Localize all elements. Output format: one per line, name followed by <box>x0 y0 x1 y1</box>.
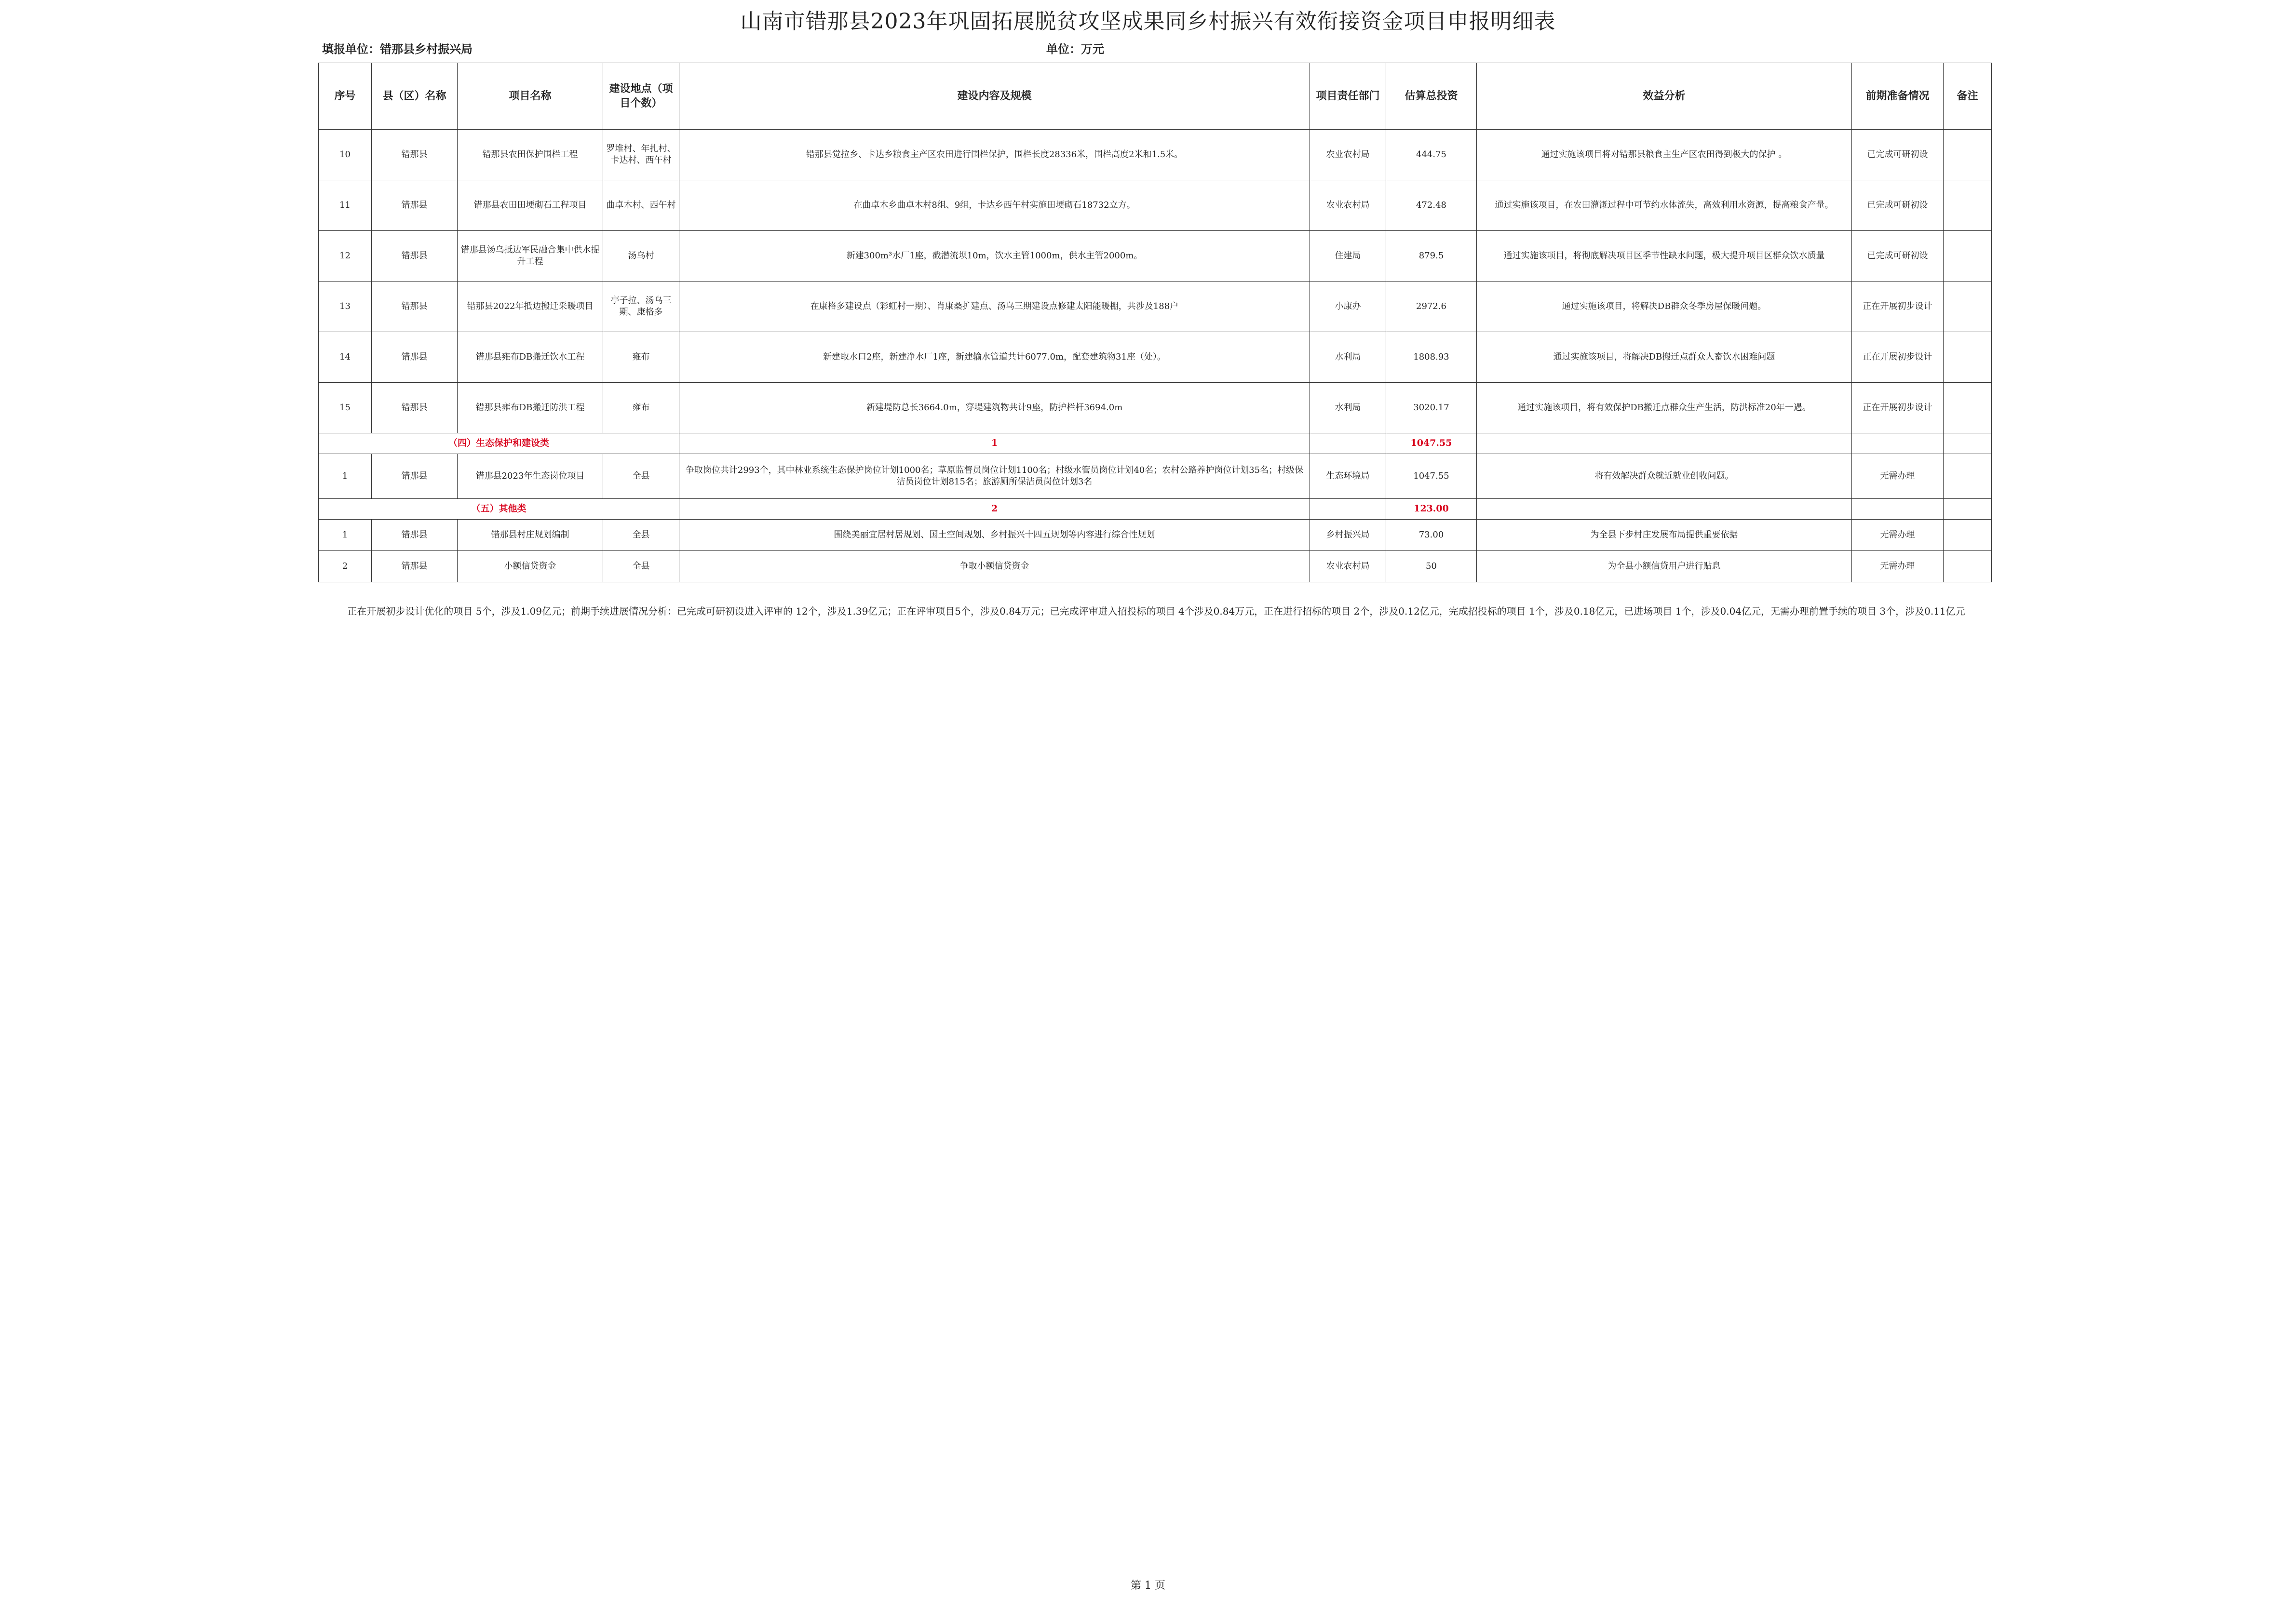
cell-dept: 农业农村局 <box>1310 551 1386 582</box>
cell-dept: 水利局 <box>1310 332 1386 383</box>
header-prep: 前期准备情况 <box>1852 63 1944 130</box>
progress-summary: 正在开展初步设计优化的项目 5个，涉及1.09亿元；前期手续进展情况分析：已完成可研初设进入评审的 12个，涉及1.39亿元；正在评审项目5个，涉及0.84万元；已完成评审进入招投标的项目 4个涉及0.84万元，正在进行招标的项目 2个，涉及0.12亿元，完成招投标的项目 1个，涉及0.18亿元，已进场项目 1个，涉及0.04亿元，无需办理前置手续的项目 3个，涉及0.11亿元 <box>347 605 1965 617</box>
header-row <box>319 63 1992 130</box>
cell-no: 14 <box>319 332 372 383</box>
cell-no: 13 <box>319 282 372 332</box>
cell-name: 错那县雍布DB搬迁防洪工程 <box>458 383 603 433</box>
cell-dept: 住建局 <box>1310 231 1386 282</box>
category-row-ecology <box>319 433 1992 454</box>
cell-county: 错那县 <box>372 130 458 180</box>
cell-note <box>1944 130 1992 180</box>
cell-invest: 879.5 <box>1386 231 1477 282</box>
cell-prep: 无需办理 <box>1852 520 1944 551</box>
cell-name: 错那县2022年抵边搬迁采暖项目 <box>458 282 603 332</box>
cell-note <box>1944 383 1992 433</box>
table-row <box>319 282 1992 332</box>
category-label: （五）其他类 <box>319 499 679 520</box>
cell-invest: 2972.6 <box>1386 282 1477 332</box>
cell-county: 错那县 <box>372 282 458 332</box>
document-title: 山南市错那县2023年巩固拓展脱贫攻坚成果同乡村振兴有效衔接资金项目申报明细表 <box>740 9 1556 34</box>
cell-site: 全县 <box>603 454 679 499</box>
cell-dept: 小康办 <box>1310 282 1386 332</box>
header-dept: 项目责任部门 <box>1310 63 1386 130</box>
cell-invest: 1808.93 <box>1386 332 1477 383</box>
cell-invest: 472.48 <box>1386 180 1477 231</box>
cell-invest: 1047.55 <box>1386 454 1477 499</box>
cell-no: 12 <box>319 231 372 282</box>
cell-benefit: 通过实施该项目，将有效保护DB搬迁点群众生产生活，防洪标准20年一遇。 <box>1477 383 1852 433</box>
cell-no: 1 <box>319 454 372 499</box>
cell-content: 新建堤防总长3664.0m，穿堤建筑物共计9座，防护栏杆3694.0m <box>679 383 1310 433</box>
cell-county: 错那县 <box>372 180 458 231</box>
cell-note <box>1944 180 1992 231</box>
category-count: 1 <box>679 433 1310 454</box>
cell-dept: 乡村振兴局 <box>1310 520 1386 551</box>
cell-county: 错那县 <box>372 454 458 499</box>
cell-dept: 农业农村局 <box>1310 180 1386 231</box>
header-site: 建设地点（项目个数） <box>603 63 679 130</box>
cell-name: 错那县农田田埂砌石工程项目 <box>458 180 603 231</box>
page-number: 第 1 页 <box>1131 1580 1165 1592</box>
cell-benefit: 通过实施该项目将对错那县粮食主生产区农田得到极大的保护 。 <box>1477 130 1852 180</box>
project-table <box>318 63 1992 582</box>
cell-no: 11 <box>319 180 372 231</box>
fill-unit: 填报单位：错那县乡村振兴局 <box>322 42 473 56</box>
cell-note <box>1944 231 1992 282</box>
cell-content: 围绕美丽宜居村居规划、国土空间规划、乡村振兴十四五规划等内容进行综合性规划 <box>679 520 1310 551</box>
cell-county: 错那县 <box>372 551 458 582</box>
cell-name: 小额信贷资金 <box>458 551 603 582</box>
cell-prep: 正在开展初步设计 <box>1852 332 1944 383</box>
cell-content: 在康格多建设点（彩虹村一期）、肖康桑扩建点、汤乌三期建设点修建太阳能暖棚，共涉及188户 <box>679 282 1310 332</box>
cell-site: 全县 <box>603 551 679 582</box>
header-county: 县（区）名称 <box>372 63 458 130</box>
cell-prep: 无需办理 <box>1852 454 1944 499</box>
cell-prep: 正在开展初步设计 <box>1852 282 1944 332</box>
cell-prep: 已完成可研初设 <box>1852 130 1944 180</box>
cell-benefit: 通过实施该项目，将解决DB群众冬季房屋保暖问题。 <box>1477 282 1852 332</box>
table-row <box>319 454 1992 499</box>
cell-prep: 已完成可研初设 <box>1852 231 1944 282</box>
cell-content: 在曲卓木乡曲卓木村8组、9组，卡达乡西午村实施田埂砌石18732立方。 <box>679 180 1310 231</box>
cell-dept: 生态环境局 <box>1310 454 1386 499</box>
category-label: （四）生态保护和建设类 <box>319 433 679 454</box>
cell-no: 2 <box>319 551 372 582</box>
cell-benefit: 为全县下步村庄发展布局提供重要依据 <box>1477 520 1852 551</box>
cell-county: 错那县 <box>372 332 458 383</box>
header-name: 项目名称 <box>458 63 603 130</box>
cell-name: 错那县2023年生态岗位项目 <box>458 454 603 499</box>
table-row <box>319 180 1992 231</box>
cell-site: 罗堆村、年扎村、卡达村、西午村 <box>603 130 679 180</box>
cell-benefit: 通过实施该项目，将解决DB搬迁点群众人畜饮水困难问题 <box>1477 332 1852 383</box>
cell-name: 错那县汤乌抵边军民融合集中供水提升工程 <box>458 231 603 282</box>
cell-invest: 50 <box>1386 551 1477 582</box>
cell-name: 错那县村庄规划编制 <box>458 520 603 551</box>
cell-benefit: 通过实施该项目，将彻底解决项目区季节性缺水问题，极大提升项目区群众饮水质量 <box>1477 231 1852 282</box>
cell-note <box>1944 520 1992 551</box>
cell-prep: 已完成可研初设 <box>1852 180 1944 231</box>
cell-site: 雍布 <box>603 383 679 433</box>
table-row <box>319 332 1992 383</box>
cell-content: 错那县觉拉乡、卡达乡粮食主产区农田进行围栏保护，围栏长度28336米，围栏高度2米和1.5米。 <box>679 130 1310 180</box>
header-no: 序号 <box>319 63 372 130</box>
cell-site: 曲卓木村、西午村 <box>603 180 679 231</box>
cell-no: 1 <box>319 520 372 551</box>
cell-note <box>1944 551 1992 582</box>
cell-prep: 无需办理 <box>1852 551 1944 582</box>
header-content: 建设内容及规模 <box>679 63 1310 130</box>
cell-invest: 3020.17 <box>1386 383 1477 433</box>
table-row <box>319 130 1992 180</box>
cell-site: 全县 <box>603 520 679 551</box>
table-row <box>319 231 1992 282</box>
cell-county: 错那县 <box>372 520 458 551</box>
cell-content: 新建取水口2座，新建净水厂1座，新建输水管道共计6077.0m，配套建筑物31座（处）。 <box>679 332 1310 383</box>
cell-benefit: 为全县小额信贷用户进行贴息 <box>1477 551 1852 582</box>
cell-benefit: 通过实施该项目，在农田灌溉过程中可节约水体流失，高效利用水资源，提高粮食产量。 <box>1477 180 1852 231</box>
header-invest: 估算总投资 <box>1386 63 1477 130</box>
cell-benefit: 将有效解决群众就近就业创收问题。 <box>1477 454 1852 499</box>
cell-note <box>1944 282 1992 332</box>
category-invest: 1047.55 <box>1386 433 1477 454</box>
header-benefit: 效益分析 <box>1477 63 1852 130</box>
cell-note <box>1944 332 1992 383</box>
cell-name: 错那县雍布DB搬迁饮水工程 <box>458 332 603 383</box>
cell-county: 错那县 <box>372 383 458 433</box>
cell-invest: 73.00 <box>1386 520 1477 551</box>
table-row <box>319 383 1992 433</box>
cell-note <box>1944 454 1992 499</box>
category-count: 2 <box>679 499 1310 520</box>
cell-no: 10 <box>319 130 372 180</box>
cell-county: 错那县 <box>372 231 458 282</box>
cell-dept: 水利局 <box>1310 383 1386 433</box>
cell-name: 错那县农田保护围栏工程 <box>458 130 603 180</box>
table-row <box>319 520 1992 551</box>
cell-prep: 正在开展初步设计 <box>1852 383 1944 433</box>
cell-content: 争取小额信贷资金 <box>679 551 1310 582</box>
header-note: 备注 <box>1944 63 1992 130</box>
category-row-other <box>319 499 1992 520</box>
category-invest: 123.00 <box>1386 499 1477 520</box>
cell-site: 雍布 <box>603 332 679 383</box>
cell-content: 新建300m³水厂1座，截潜流坝10m，饮水主管1000m，供水主管2000m。 <box>679 231 1310 282</box>
unit-label: 单位：万元 <box>1046 42 1104 56</box>
cell-dept: 农业农村局 <box>1310 130 1386 180</box>
table-row <box>319 551 1992 582</box>
cell-no: 15 <box>319 383 372 433</box>
cell-content: 争取岗位共计2993个，其中林业系统生态保护岗位计划1000名；草原监督员岗位计划1100名；村级水管员岗位计划40名；农村公路养护岗位计划35名；村级保洁员岗位计划815名；旅游厕所保洁员岗位计划3名 <box>679 454 1310 499</box>
cell-invest: 444.75 <box>1386 130 1477 180</box>
cell-site: 汤乌村 <box>603 231 679 282</box>
cell-site: 亭子拉、汤乌三期、康格多 <box>603 282 679 332</box>
